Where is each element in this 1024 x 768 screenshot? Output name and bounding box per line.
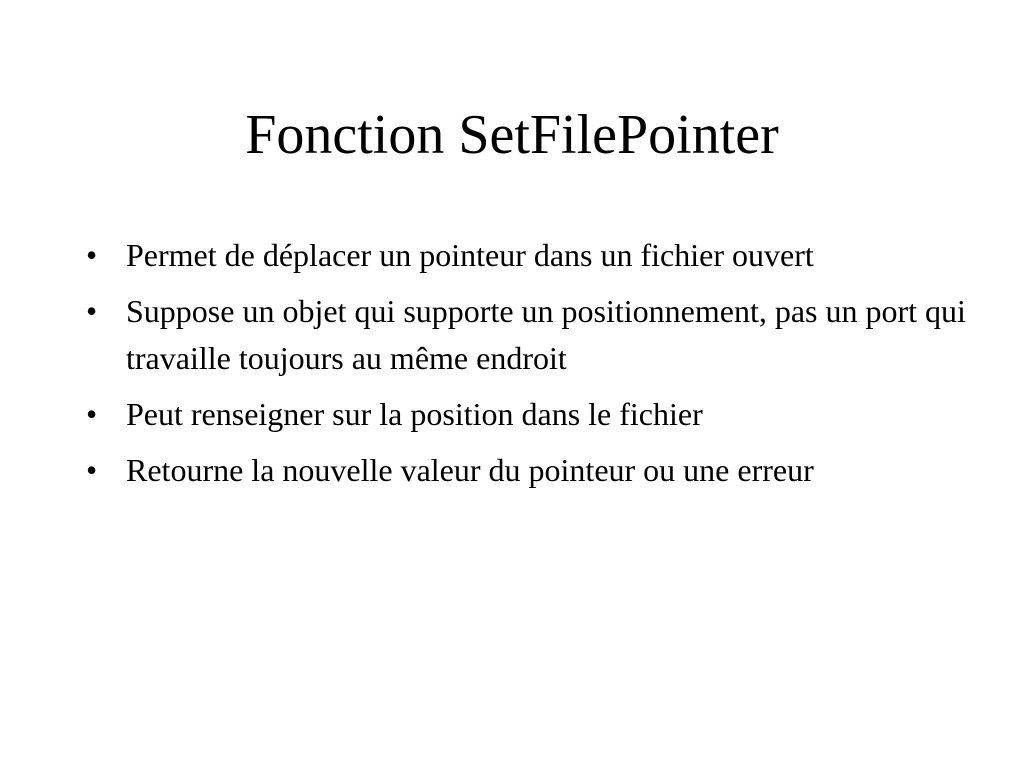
- bullet-marker: •: [86, 396, 98, 432]
- slide-title: Fonction SetFilePointer: [245, 104, 779, 166]
- bullet-text: Permet de déplacer un pointeur dans un fichier ouvert: [126, 237, 814, 273]
- bullet-list: [86, 232, 966, 503]
- bullet-text: Suppose un objet qui supporte un positionnement, pas un port qui travaille toujours au même endroit: [126, 293, 966, 376]
- bullet-marker: •: [86, 237, 98, 273]
- bullet-item: [86, 232, 966, 279]
- bullet-item: [86, 288, 966, 382]
- bullet-text: Retourne la nouvelle valeur du pointeur ou une erreur: [126, 452, 814, 488]
- bullet-marker: •: [86, 452, 98, 488]
- bullet-item: [86, 447, 966, 494]
- bullet-item: [86, 391, 966, 438]
- bullet-text: Peut renseigner sur la position dans le fichier: [126, 396, 703, 432]
- bullet-marker: •: [86, 293, 98, 329]
